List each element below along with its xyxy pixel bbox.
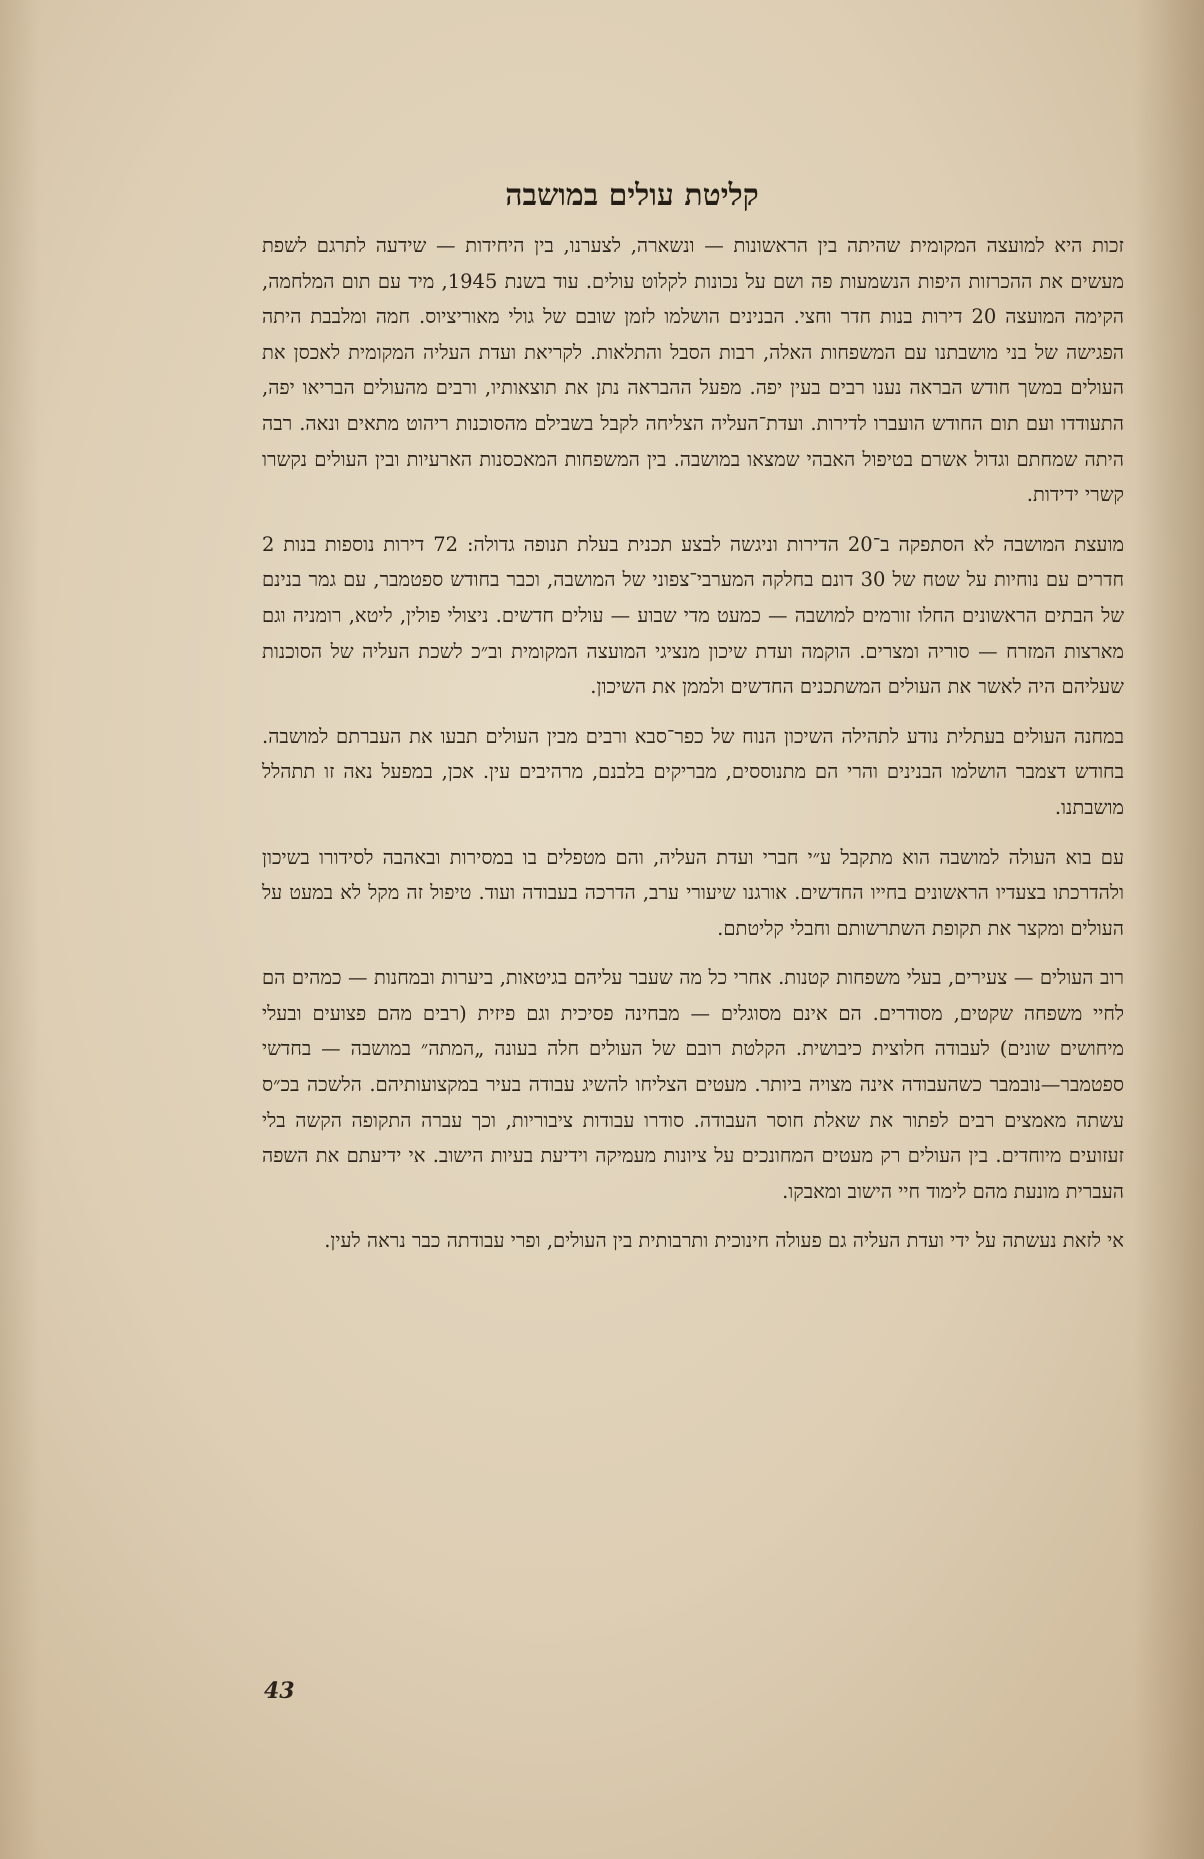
paragraph-5: רוב העולים — צעירים, בעלי משפחות קטנות. אחרי כל מה שעבר עליהם בגיטאות, ביערות ובמחנות — כמהים הם לחיי משפחה שקטים, מסודרים. הם אינם מסוגלים — מבחינה פסיכית וגם פיזית (רבים מהם פצועים ובעלי מיחושים שונים) לעבודה חלוצית כיבושית. הקלטת רובם של העולים חלה בעונה „המתה״ במושבה — בחדשי ספטמבר—נובמבר כשהעבודה אינה מצויה ביותר. מעטים הצליחו להשיג עבודה בעיר במקצועותיהם. הלשכה בכ״ס עשתה מאמצים רבים לפתור את שאלת חוסר העבודה. סודרו עבודות ציבוריות, וכך עברה התקופה הקשה בלי זעזועים מיוחדים. בין העולים רק מעטים המחונכים על ציונות מעמיקה וידיעת בעיות הישוב. אי ידיעתם את השפה העברית מונעת מהם לימוד חיי הישוב ומאבקו.: [262, 966, 1124, 1203]
paragraph-3: במחנה העולים בעתלית נודע לתהילה השיכון הנוח של כפר־סבא ורבים מבין העולים תבעו את העברתם למושבה. בחודש דצמבר הושלמו הבנינים והרי הם מתנוססים, מבריקים בלבנם, מרהיבים עין. אכן, במפעל נאה זו תתהלל מושבתנו.: [262, 724, 1124, 819]
page-number: 43: [264, 1678, 295, 1704]
paragraph-6: אי לזאת נעשתה על ידי ועדת העליה גם פעולה חינוכית ותרבותית בין העולים, ופרי עבודתה כבר נראה לעין.: [324, 1229, 1124, 1253]
paragraph-2: מועצת המושבה לא הסתפקה ב־20 הדירות וניגשה לבצע תכנית בעלת תנופה גדולה: 72 דירות נוספות בנות 2 חדרים עם נוחיות על שטח של 30 דונם בחלקה המערבי־צפוני של המושבה, וכבר בחודש ספטמבר, עם גמר בנינם של הבתים הראשונים החלו זורמים למושבה — כמעט מדי שבוע — עולים חדשים. ניצולי פולין, ליטא, רומניה וגם מארצות המזרח — סוריה ומצרים. הוקמה ועדת שיכון מנציגי המועצה המקומית וב״כ לשכת העליה של הסוכנות שעליהם היה לאשר את העולים המשתכנים החדשים ולממן את השיכון.: [262, 532, 1125, 699]
paragraph-4: עם בוא העולה למושבה הוא מתקבל ע״י חברי ועדת העליה, והם מטפלים בו במסירות ובאהבה לסידורו בשיכון ולהדרכתו בצעדיו הראשונים בחייו החדשים. אורגנו שיעורי ערב, הדרכה בעבודה ועוד. טיפול זה מקל לא במעט על העולים ומקצר את תקופת השתרשותם וחבלי קליטתם.: [262, 845, 1124, 940]
paragraph-1: זכות היא למועצה המקומית שהיתה בין הראשונות — ונשארה, לצערנו, בין היחידות — שידעה לתרגם לשפת מעשים את ההכרזות היפות הנשמעות פה ושם על נכונות לקלוט עולים. עוד בשנת 1945, מיד עם תום המלחמה, הקימה המועצה 20 דירות בנות חדר וחצי. הבנינים הושלמו לזמן שובם של גולי מאוריציוס. חמה ומלבבת היתה הפגישה של בני מושבתנו עם המשפחות האלה, רבות הסבל והתלאות. לקריאת ועדת העליה המקומית לאכסן את העולים במשך חודש הבראה נענו רבים בעין יפה. מפעל ההבראה נתן את תוצאותיו, ורבים מהעולים הבריאו יפה, התעודדו ועם תום החודש הועברו לדירות. ועדת־העליה הצליחה לקבל בשבילם מהסוכנות ריהוט מתאים ונאה. רבה היתה שמחתם וגדול אשרם בטיפול האבהי שמצאו במושבה. בין המשפחות המאכסנות הארעיות ובין העולים נקשרו קשרי ידידות.: [262, 234, 1125, 507]
right-edge-shading: [1134, 0, 1204, 1859]
left-edge-shading: [0, 0, 40, 1859]
article-title: קליטת עולים במושבה: [505, 178, 759, 214]
article-body: [262, 228, 1124, 1273]
